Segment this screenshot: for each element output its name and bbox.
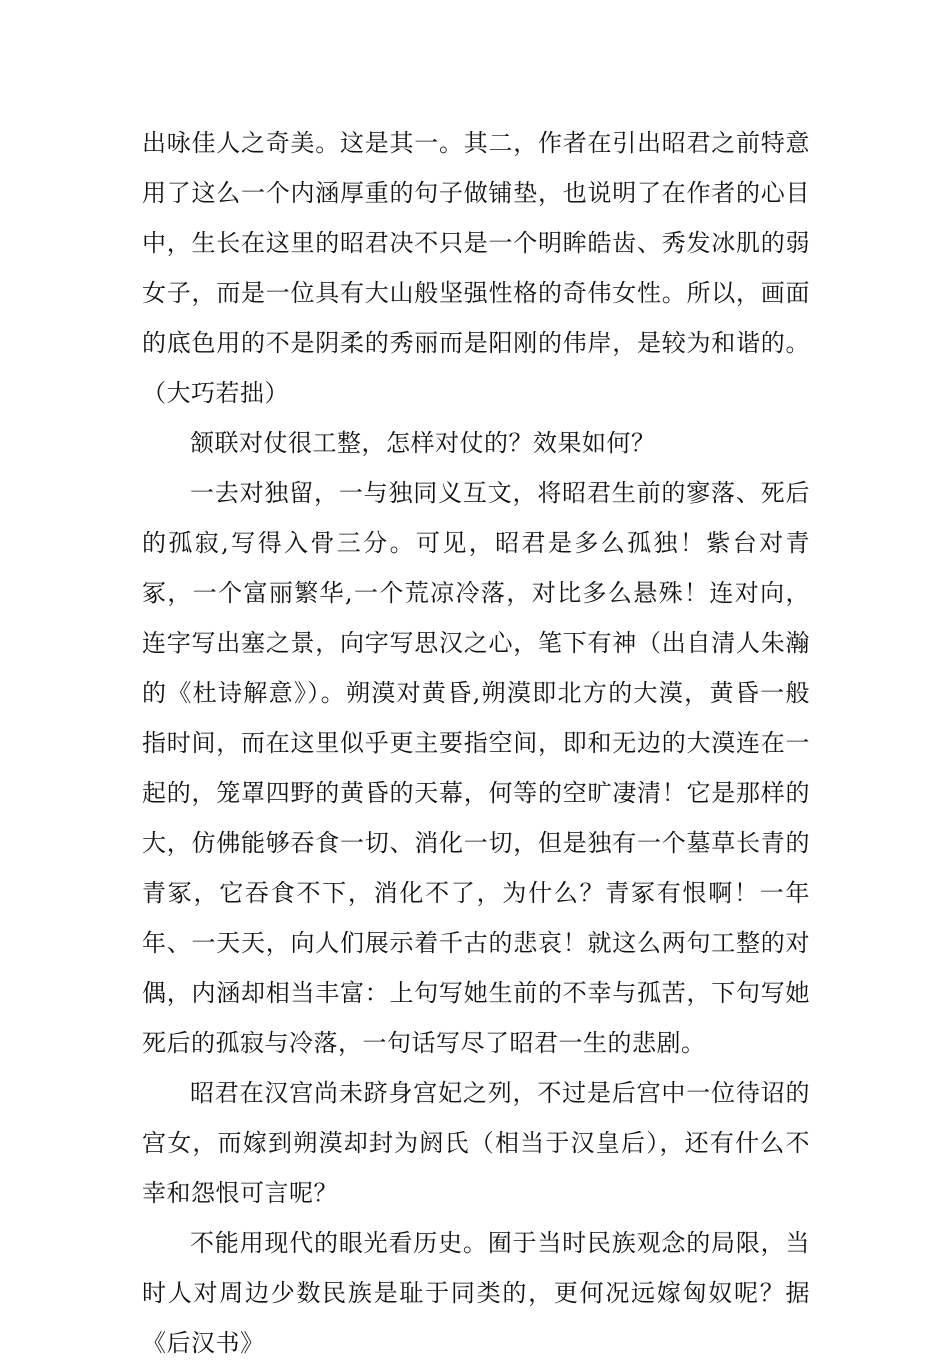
paragraph-historical-view: 不能用现代的眼光看历史。囿于当时民族观念的局限，当时人对周边少数民族是耻于同类的，更何况远嫁匈奴呢？据《后汉书》 [142, 1229, 810, 1357]
paragraph-couplet-analysis: 一去对独留，一与独同义互文，将昭君生前的寥落、死后的孤寂,写得入骨三分。可见，昭君是多么孤独！紫台对青冢，一个富丽繁华,一个荒凉冷落，对比多么悬殊！连对向，连字写出塞之景，向字写思汉之心，笔下有神（出自清人朱瀚的《杜诗解意》）。朔漠对黄昏,朔漠即北方的大漠，黄昏一般指时间，而在这里似乎更主要指空间，即和无边的大漠连在一起的，笼罩四野的黄昏的天幕，何等的空旷凄清！它是那样的大，仿佛能够吞食一切、消化一切，但是独有一个墓草长青的青冢，它吞食不下，消化不了，为什么？青冢有恨啊！一年年、一天天，向人们展示着千古的悲哀！就这么两句工整的对偶，内涵却相当丰富：上句写她生前的不幸与孤苦，下句写她死后的孤寂与冷落，一句话写尽了昭君一生的悲剧。 [142, 479, 810, 1057]
paragraph-continuation: 出咏佳人之奇美。这是其一。其二，作者在引出昭君之前特意用了这么一个内涵厚重的句子做铺垫，也说明了在作者的心目中，生长在这里的昭君决不只是一个明眸皓齿、秀发冰肌的弱女子，而是一位具有大山般坚强性格的奇伟女性。所以，画面的底色用的不是阴柔的秀丽而是阳刚的伟岸，是较为和谐的。（大巧若拙） [142, 129, 810, 407]
paragraph-question-misfortune: 昭君在汉宫尚未跻身宫妃之列，不过是后宫中一位待诏的宫女，而嫁到朔漠却封为阏氏（相当于汉皇后），还有什么不幸和怨恨可言呢？ [142, 1079, 810, 1207]
document-body [142, 118, 810, 1368]
paragraph-question-couplet: 颔联对仗很工整，怎样对仗的？效果如何？ [190, 429, 656, 457]
